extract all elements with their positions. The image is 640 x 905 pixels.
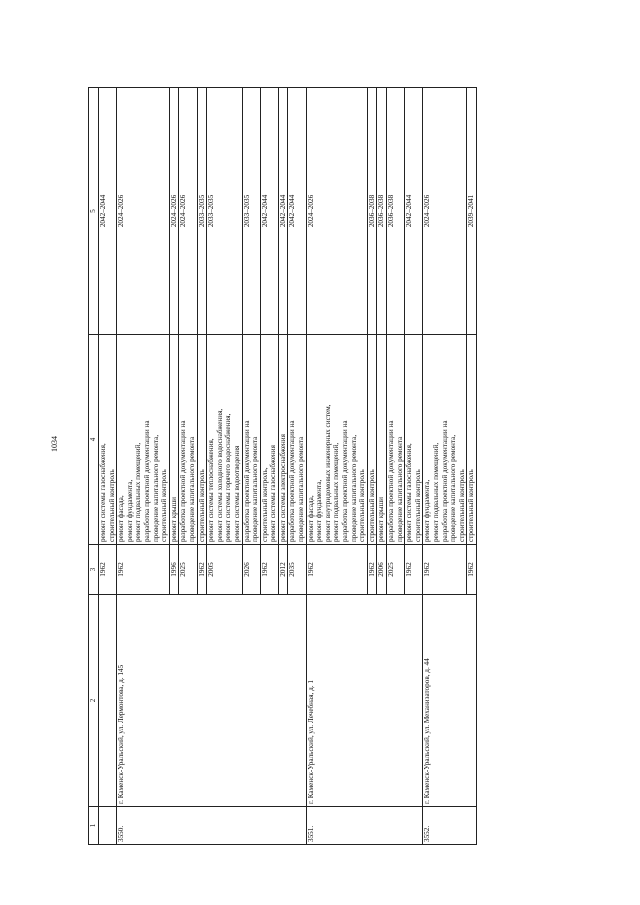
year-cell: 1962 xyxy=(260,545,278,595)
work-line: ремонт подвальных помещений, xyxy=(332,442,341,542)
year-cell: 2006 xyxy=(377,545,387,595)
period-cell: 2024–2026 xyxy=(117,88,170,335)
page-number: 1034 xyxy=(50,436,59,452)
works-cell xyxy=(242,335,260,545)
table-row xyxy=(117,88,170,845)
works-cell xyxy=(207,335,242,545)
work-line: ремонт фундамента, xyxy=(315,479,324,542)
number-cell xyxy=(99,807,117,845)
work-line: строительный контроль xyxy=(367,469,376,542)
works-cell xyxy=(377,335,387,545)
work-line: ремонт подвальных помещений, xyxy=(431,442,440,542)
period-cell: 2024–2026 xyxy=(169,88,179,335)
works-cell xyxy=(367,335,377,545)
number-cell: 3550. xyxy=(117,807,306,845)
year-cell: 1962 xyxy=(467,545,477,595)
work-line: проведение капитального ремонта, xyxy=(151,434,160,542)
period-cell: 2036–2038 xyxy=(367,88,377,335)
year-cell: 1962 xyxy=(367,545,377,595)
works-cell xyxy=(278,335,288,545)
work-line: проведение капитального ремонта, xyxy=(349,434,358,542)
period-cell: 2039–2041 xyxy=(467,88,477,335)
address-cell xyxy=(99,595,117,807)
work-line: ремонт крыши xyxy=(377,496,386,542)
works-cell xyxy=(117,335,170,545)
year-cell: 1962 xyxy=(423,545,467,595)
period-cell: 2033–2035 xyxy=(242,88,260,335)
work-line: ремонт системы холодного водоснабжения, xyxy=(215,408,224,542)
column-header: 4 xyxy=(89,335,99,545)
work-line: проведение капитального ремонта xyxy=(187,436,196,542)
work-line: разработка проектной документации на xyxy=(387,420,395,542)
period-cell: 2042–2044 xyxy=(288,88,306,335)
address-cell: г. Каменск-Уральский, ул. Механизаторов, д. 44 xyxy=(423,595,477,807)
work-line: разработка проектной документации на xyxy=(341,420,350,542)
table-row xyxy=(423,88,467,845)
work-line: ремонт внутридомовых инженерных систем, xyxy=(323,404,332,542)
work-line: проведение капитального ремонта, xyxy=(449,434,458,542)
works-cell xyxy=(179,335,197,545)
work-line: строительный контроль xyxy=(467,469,476,542)
work-line: ремонт системы горячего водоснабжения, xyxy=(224,413,233,542)
period-cell: 2036–2038 xyxy=(387,88,405,335)
year-cell: 2026 xyxy=(242,545,260,595)
table-row xyxy=(99,88,117,845)
work-line: ремонт фундамента, xyxy=(125,479,134,542)
works-cell xyxy=(306,335,367,545)
work-line: разработка проектной документации на xyxy=(288,420,297,542)
works-cell xyxy=(169,335,179,545)
works-cell xyxy=(99,335,117,545)
period-cell: 2024–2026 xyxy=(179,88,197,335)
column-header: 3 xyxy=(89,545,99,595)
works-cell xyxy=(467,335,477,545)
work-line: ремонт системы электроснабжения xyxy=(278,434,287,542)
period-cell: 2042–2044 xyxy=(278,88,288,335)
works-cell xyxy=(288,335,306,545)
year-cell: 2025 xyxy=(179,545,197,595)
table-header-row xyxy=(89,88,99,845)
year-cell: 1996 xyxy=(169,545,179,595)
table-row xyxy=(306,88,367,845)
work-line: строительный контроль xyxy=(457,469,466,542)
work-line: разработка проектной документации на xyxy=(179,420,188,542)
number-cell: 3551. xyxy=(306,807,423,845)
period-cell: 2042–2044 xyxy=(260,88,278,335)
column-header: 5 xyxy=(89,88,99,335)
period-cell: 2033–2035 xyxy=(207,88,242,335)
work-line: разработка проектной документации на xyxy=(142,420,151,542)
year-cell: 1962 xyxy=(405,545,423,595)
work-line: разработка проектной документации на xyxy=(242,420,251,542)
capital-repair-table xyxy=(88,87,477,845)
period-cell: 2033–2035 xyxy=(197,88,207,335)
work-line: ремонт системы газоснабжения, xyxy=(99,443,107,542)
year-cell: 1962 xyxy=(306,545,367,595)
work-line: ремонт крыши xyxy=(169,496,178,542)
table-body xyxy=(99,88,477,845)
period-cell: 2036–2038 xyxy=(377,88,387,335)
column-header: 1 xyxy=(89,807,99,845)
period-cell: 2042–2044 xyxy=(99,88,117,335)
year-cell: 2025 xyxy=(387,545,405,595)
work-line: проведение капитального ремонта xyxy=(395,436,404,542)
work-line: ремонт системы теплоснабжения, xyxy=(207,438,216,542)
number-cell: 3552. xyxy=(423,807,477,845)
work-line: строительный контроль xyxy=(413,469,422,542)
work-line: строительный контроль xyxy=(107,469,116,542)
works-cell xyxy=(197,335,207,545)
works-cell xyxy=(423,335,467,545)
period-cell: 2024–2026 xyxy=(306,88,367,335)
works-cell xyxy=(405,335,423,545)
work-line: проведение капитального ремонта xyxy=(297,436,306,542)
work-line: разработка проектной документации на xyxy=(440,420,449,542)
work-line: ремонт системы газоснабжения, xyxy=(405,443,414,542)
year-cell: 1962 xyxy=(117,545,170,595)
work-line: ремонт подвальных помещений, xyxy=(134,442,143,542)
year-cell: 2005 xyxy=(207,545,242,595)
work-line: строительный контроль xyxy=(197,469,206,542)
work-line: ремонт фасада, xyxy=(117,495,126,542)
works-cell xyxy=(387,335,405,545)
period-cell: 2042–2044 xyxy=(405,88,423,335)
work-line: ремонт фундамента, xyxy=(423,479,432,542)
work-line: строительный контроль, xyxy=(260,467,269,542)
year-cell: 2035 xyxy=(288,545,306,595)
work-line: ремонт системы водоотведения xyxy=(232,445,241,542)
address-cell: г. Каменск-Уральский, ул. Лечебная, д. 1 xyxy=(306,595,423,807)
work-line: строительный контроль xyxy=(160,469,169,542)
year-cell: 1962 xyxy=(197,545,207,595)
works-cell xyxy=(260,335,278,545)
year-cell: 2012 xyxy=(278,545,288,595)
capital-repair-table-container xyxy=(88,88,590,845)
work-line: проведение капитального ремонта xyxy=(251,436,260,542)
year-cell: 1962 xyxy=(99,545,117,595)
address-cell: г. Каменск-Уральский, ул. Лермонтова, д. 145 xyxy=(117,595,306,807)
work-line: ремонт фасада, xyxy=(306,495,315,542)
column-header: 2 xyxy=(89,595,99,807)
work-line: строительный контроль xyxy=(358,469,367,542)
work-line: ремонт системы газоснабжения xyxy=(269,445,278,542)
period-cell: 2024–2026 xyxy=(423,88,467,335)
